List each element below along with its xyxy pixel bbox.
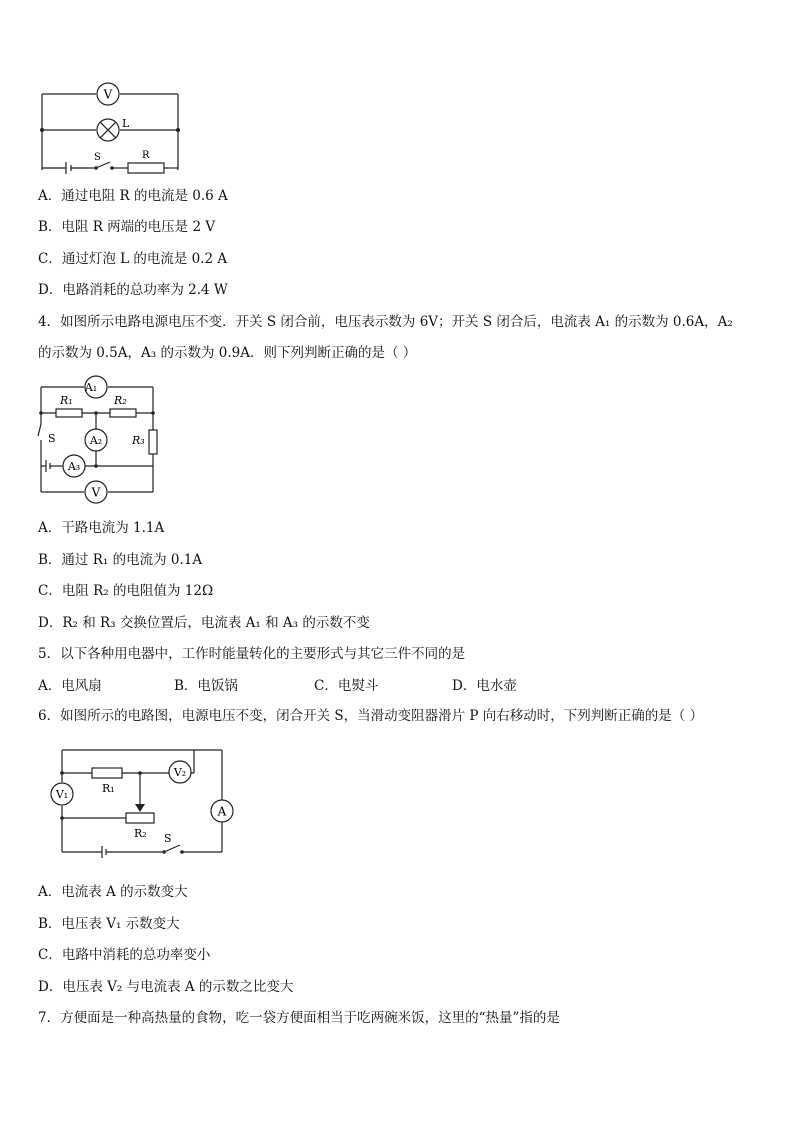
- switch-label: S: [48, 432, 56, 445]
- q4-option-a: A．干路电流为 1.1A: [38, 520, 165, 536]
- q5-stem: 5．以下各种用电器中，工作时能量转化的主要形式与其它三件不同的是: [38, 646, 466, 662]
- voltmeter-symbol: [85, 481, 107, 503]
- q6-circuit-diagram: [46, 742, 246, 862]
- resistor-r1-label: R₁: [60, 394, 73, 407]
- voltmeter-symbol: [97, 83, 119, 105]
- switch-symbol: [94, 152, 114, 170]
- rheostat-r2-symbol: [126, 813, 154, 840]
- lamp-label: L: [122, 117, 130, 130]
- battery-symbol: [102, 846, 106, 858]
- q6-option-c: C．电路中消耗的总功率变小: [38, 947, 211, 963]
- q4-option-b: B．通过 R₁ 的电流为 0.1A: [38, 552, 203, 568]
- q3-circuit-diagram: [36, 82, 196, 172]
- battery-symbol: [66, 162, 71, 174]
- ammeter-label: A: [217, 804, 227, 819]
- lamp-symbol: [97, 117, 130, 141]
- q4-option-c: C．电阻 R₂ 的电阻值为 12Ω: [38, 583, 214, 599]
- resistor-label: R: [142, 150, 150, 161]
- resistor-r2-symbol: [110, 394, 136, 417]
- ammeter-a2-symbol: [85, 429, 107, 451]
- q5-option-b: B．电饭锅: [174, 678, 238, 694]
- q5-option-d: D．电水壶: [452, 678, 517, 694]
- resistor-symbol: [128, 150, 164, 173]
- slider-arrow-icon: [135, 804, 145, 812]
- q4-stem-line1: 4．如图所示电路电源电压不变．开关 S 闭合前，电压表示数为 6V；开关 S 闭合后，电流表 A₁ 的示数为 0.6A，A₂: [38, 314, 733, 330]
- q7-stem: 7．方便面是一种高热量的食物，吃一袋方便面相当于吃两碗米饭，这里的“热量”指的是: [38, 1010, 560, 1026]
- q6-option-b: B．电压表 V₁ 示数变大: [38, 916, 180, 932]
- resistor-r1-symbol: [56, 394, 82, 417]
- q5-option-c: C．电熨斗: [314, 678, 379, 694]
- q6-stem: 6．如图所示的电路图，电源电压不变，闭合开关 S，当滑动变阻器滑片 P 向右移动时，下列判断正确的是（ ）: [38, 708, 704, 724]
- q3-option-b: B．电阻 R 两端的电压是 2 V: [38, 219, 216, 235]
- battery-symbol: [46, 460, 50, 472]
- voltmeter-label: V: [103, 87, 113, 102]
- q4-option-d: D．R₂ 和 R₃ 交换位置后，电流表 A₁ 和 A₃ 的示数不变: [38, 615, 370, 631]
- ammeter-a1-symbol: [84, 376, 107, 398]
- resistor-r1-symbol: [92, 768, 122, 795]
- resistor-r3-label: R₃: [132, 434, 145, 447]
- switch-symbol: [162, 832, 184, 854]
- q3-option-a: A．通过电阻 R 的电流是 0.6 A: [38, 188, 228, 204]
- voltmeter-v1-symbol: [51, 783, 73, 805]
- q5-option-a: A．电风扇: [38, 678, 102, 694]
- voltmeter-v2-label: V₂: [173, 766, 187, 779]
- ammeter-a3-symbol: [63, 455, 85, 477]
- ammeter-a3-label: A₃: [67, 460, 81, 473]
- q6-option-a: A．电流表 A 的示数变大: [38, 884, 188, 900]
- switch-label: S: [94, 152, 101, 163]
- ammeter-a2-label: A₂: [89, 434, 103, 447]
- voltmeter-label: V: [91, 485, 101, 500]
- q4-stem-line2: 的示数为 0.5A，A₃ 的示数为 0.9A．则下列判断正确的是（ ）: [38, 345, 417, 361]
- resistor-r3-symbol: [131, 430, 157, 454]
- switch-label: S: [164, 832, 172, 845]
- voltmeter-v1-label: V₁: [55, 788, 69, 801]
- resistor-r1-label: R₁: [102, 782, 115, 795]
- voltmeter-v2-symbol: [169, 761, 191, 783]
- resistor-r2-label: R₂: [114, 394, 127, 407]
- ammeter-a1-label: A₁: [84, 381, 98, 394]
- rheostat-r2-label: R₂: [134, 827, 147, 840]
- q4-circuit-diagram: [36, 372, 166, 504]
- q6-option-d: D．电压表 V₂ 与电流表 A 的示数之比变大: [38, 979, 294, 995]
- q3-option-c: C．通过灯泡 L 的电流是 0.2 A: [38, 251, 228, 267]
- q3-option-d: D．电路消耗的总功率为 2.4 W: [38, 282, 228, 298]
- ammeter-symbol: [211, 800, 233, 822]
